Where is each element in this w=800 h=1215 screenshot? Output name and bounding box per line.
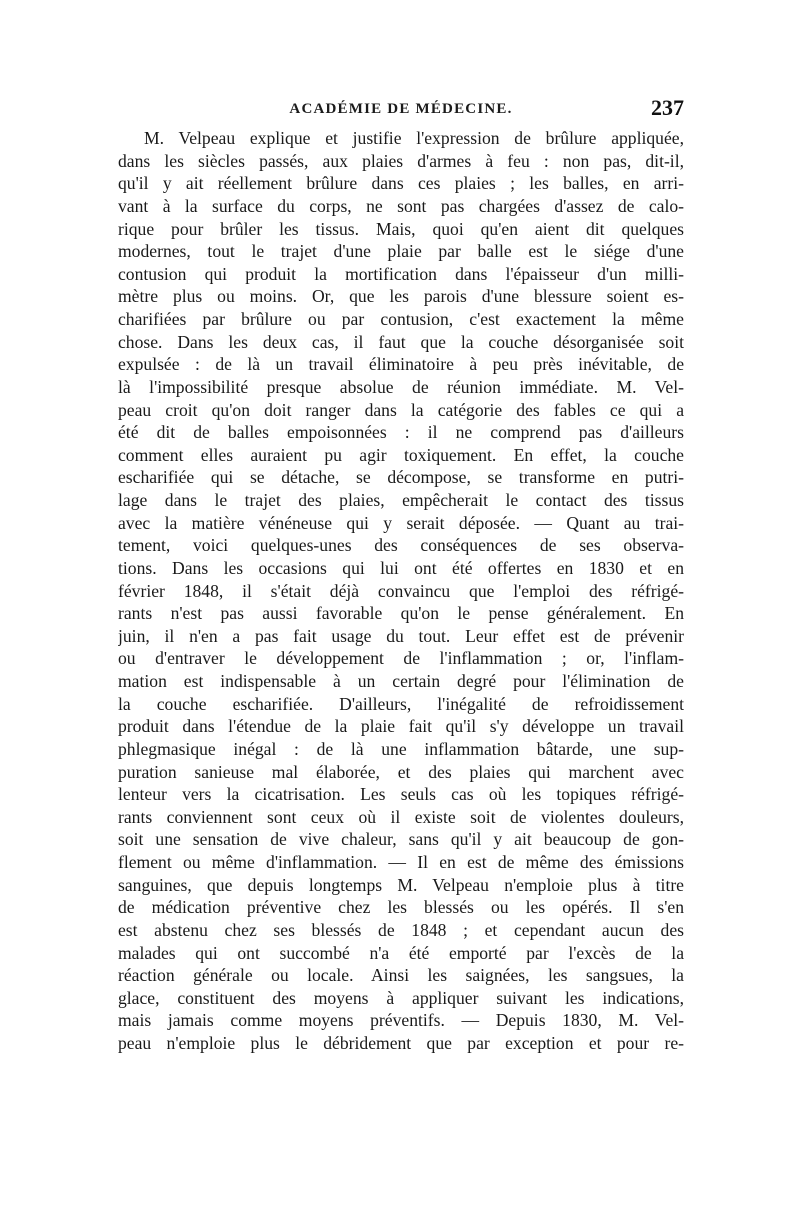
text-line: charifiées par brûlure ou par contusion, c'est exactement la même bbox=[118, 309, 684, 329]
text-line: soit une sensation de vive chaleur, sans qu'il y ait beaucoup de gon- bbox=[118, 829, 684, 850]
text-line: été dit de balles empoisonnées : il ne comprend pas d'ailleurs bbox=[118, 422, 684, 443]
page-number: 237 bbox=[651, 95, 684, 120]
text-line: qu'il y ait réellement brûlure dans ces plaies ; les balles, en arri- bbox=[118, 173, 684, 194]
text-line: rants n'est pas aussi favorable qu'on le pense généralement. En bbox=[118, 603, 684, 624]
text-line: vant à la surface du corps, ne sont pas chargées d'assez de calo- bbox=[118, 195, 684, 216]
text-line: flement ou même d'inflammation. — Il en est de même des émissions bbox=[118, 852, 684, 872]
text-line: modernes, tout le trajet d'une plaie par balle est le siége d'une bbox=[118, 241, 684, 262]
body-paragraph bbox=[118, 127, 684, 1055]
text-line: avec la matière vénéneuse qui y serait déposée. — Quant au trai- bbox=[118, 512, 684, 533]
text-line: lage dans le trajet des plaies, empêcherait le contact des tissus bbox=[118, 490, 684, 510]
text-line: réaction générale ou locale. Ainsi les saignées, les sangsues, la bbox=[118, 965, 684, 986]
text-line: février 1848, il s'était déjà convaincu que l'emploi des réfrigé- bbox=[118, 580, 684, 601]
text-line: phlegmasique inégal : de là une inflammation bâtarde, une sup- bbox=[118, 738, 684, 759]
text-line: malades qui ont succombé n'a été emporté par l'excès de la bbox=[118, 942, 684, 963]
text-line: juin, il n'en a pas fait usage du tout. Leur effet est de prévenir bbox=[118, 625, 684, 646]
text-line: M. Velpeau explique et justifie l'expression de brûlure appliquée, bbox=[144, 128, 684, 148]
text-line: de médication préventive chez les blessés ou les opérés. Il s'en bbox=[118, 897, 684, 918]
text-line: tement, voici quelques-unes des conséquences de ses observa- bbox=[118, 535, 684, 556]
running-head: ACADÉMIE DE MÉDECINE. bbox=[289, 101, 513, 117]
text-line: escharifiée qui se détache, se décompose, se transforme en putri- bbox=[118, 467, 684, 488]
text-line: comment elles auraient pu agir toxiquement. En effet, la couche bbox=[118, 444, 684, 465]
text-line: lenteur vers la cicatrisation. Les seuls cas où les topiques réfrigé- bbox=[118, 784, 684, 805]
text-line: ou d'entraver le développement de l'inflammation ; or, l'inflam- bbox=[118, 648, 684, 669]
text-line: dans les siècles passés, aux plaies d'armes à feu : non pas, dit-il, bbox=[118, 150, 684, 171]
text-line: sanguines, que depuis longtemps M. Velpeau n'emploie plus à titre bbox=[118, 874, 684, 895]
text-line: puration sanieuse mal élaborée, et des plaies qui marchent avec bbox=[118, 761, 684, 782]
text-line: mation est indispensable à un certain degré pour l'élimination de bbox=[118, 671, 684, 691]
text-line: peau n'emploie plus le débridement que par exception et pour re- bbox=[118, 1033, 684, 1053]
text-line: là l'impossibilité presque absolue de réunion immédiate. M. Vel- bbox=[118, 376, 684, 397]
text-line: expulsée : de là un travail éliminatoire à peu près inévitable, de bbox=[118, 354, 684, 375]
text-line: rique pour brûler les tissus. Mais, quoi qu'en aient dit quelques bbox=[118, 218, 684, 239]
text-line: contusion qui produit la mortification dans l'épaisseur d'un milli- bbox=[118, 263, 684, 284]
text-line: mètre plus ou moins. Or, que les parois d'une blessure soient es- bbox=[118, 286, 684, 307]
text-line: produit dans l'étendue de la plaie fait qu'il s'y développe un travail bbox=[118, 716, 684, 737]
text-line: mais jamais comme moyens préventifs. — Depuis 1830, M. Vel- bbox=[118, 1010, 684, 1031]
page-header bbox=[118, 95, 684, 125]
text-line: tions. Dans les occasions qui lui ont été offertes en 1830 et en bbox=[118, 557, 684, 578]
text-line: peau croit qu'on doit ranger dans la catégorie des fables ce qui a bbox=[118, 399, 684, 420]
text-line: chose. Dans les deux cas, il faut que la couche désorganisée soit bbox=[118, 331, 684, 352]
text-line: est abstenu chez ses blessés de 1848 ; et cependant aucun des bbox=[118, 919, 684, 940]
text-line: rants conviennent sont ceux où il existe soit de violentes douleurs, bbox=[118, 806, 684, 827]
text-line: glace, constituent des moyens à appliquer suivant les indications, bbox=[118, 987, 684, 1008]
text-line: la couche escharifiée. D'ailleurs, l'inégalité de refroidissement bbox=[118, 693, 684, 714]
